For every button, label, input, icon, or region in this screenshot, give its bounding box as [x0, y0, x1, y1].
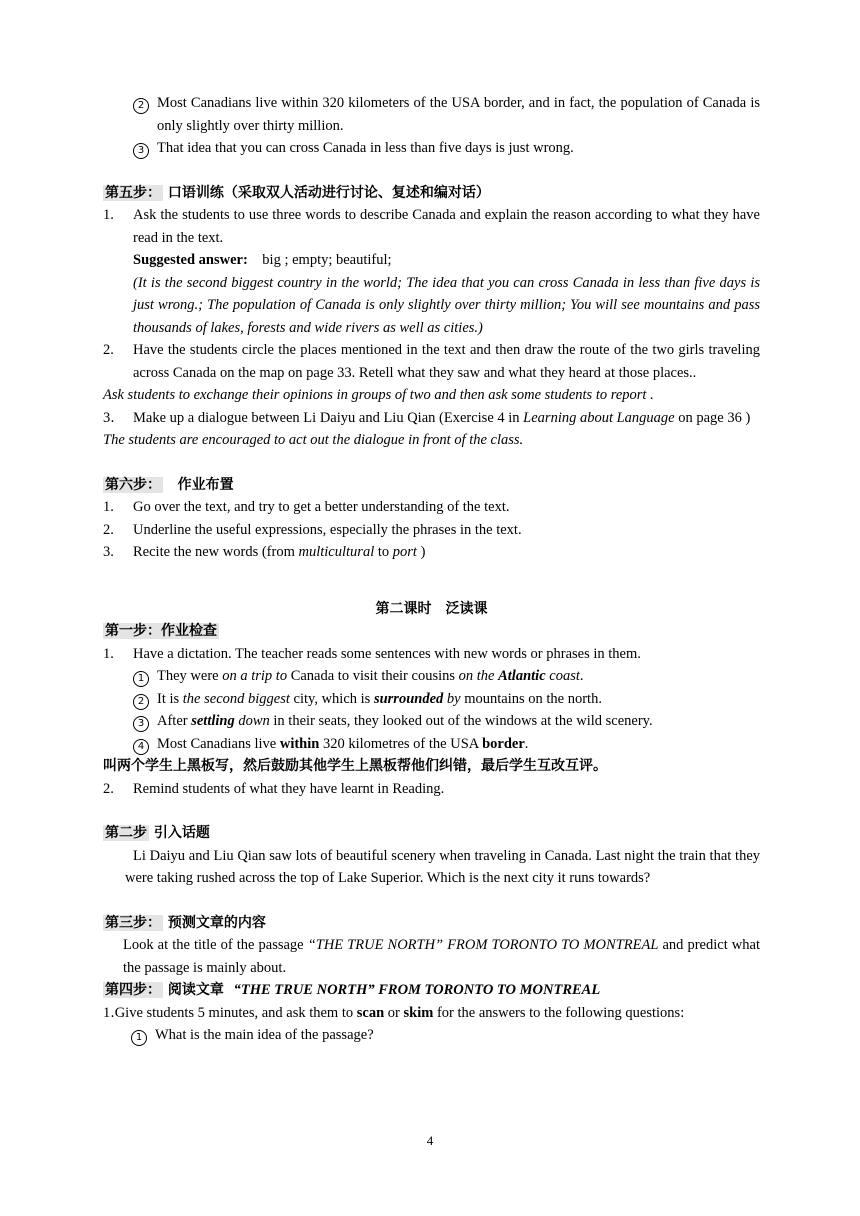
chinese-note: 叫两个学生上黑板写，然后鼓励其他学生上黑板帮他们纠错，最后学生互改互评。	[103, 758, 607, 774]
step3-heading: 第三步： 预测文章的内容	[105, 914, 266, 931]
step6-heading	[103, 474, 760, 497]
page-number: 4	[426, 1133, 434, 1148]
list-item: 2. Remind students of what they have learnt in Reading.	[103, 780, 445, 797]
step-title: 作业布置	[177, 476, 234, 493]
list-item: 1. Ask the students to use three words to describe Canada and explain the reason according to what they have read in the text.	[103, 204, 760, 249]
list-item-text: That idea that you can cross Canada in less than five days is just wrong.	[157, 140, 574, 156]
step-title: 口语训练（采取双人活动进行讨论、复述和编对话）	[167, 184, 490, 201]
reasons: (It is the second biggest country in the world; The idea that you can cross Canada in less than five days is just wrong.; The population of Canada is only slightly over thirty million; You will see mountains and pass thousands of lakes, forests and wide rivers as well as cities.)	[133, 274, 760, 336]
list-item: 3. Recite the new words (from multicultural to port )	[103, 544, 426, 560]
circled-number-2: 2	[133, 98, 149, 114]
dictation-item: 2 It is the second biggest city, which is surrounded by mountains on the north.	[103, 688, 760, 711]
circled-number-4: 4	[133, 739, 149, 755]
circled-number-3: 3	[133, 143, 149, 159]
intro-paragraph: Li Daiyu and Liu Qian saw lots of beautiful scenery when traveling in Canada. Last night the train that they were taking rushed across the top of Lake Superior. Which is the next city it runs towards?	[125, 847, 760, 886]
dictation-item: 1 They were on a trip to Canada to visit their cousins on the Atlantic coast.	[103, 665, 760, 688]
list-item-text: Ask the students to use three words to describe Canada and explain the reason according to what they have read in the text.	[133, 207, 760, 246]
teacher-note: Ask students to exchange their opinions in groups of two and then ask some students to report .	[103, 387, 654, 403]
list-item-text: Make up a dialogue between Li Daiyu and Liu Qian (Exercise 4 in Learning about Language on page 36 )	[133, 409, 751, 426]
dictation-item: 3 After settling down in their seats, they looked out of the windows at the wild scenery.	[103, 710, 760, 733]
step5-heading	[103, 182, 760, 205]
predict-paragraph: Look at the title of the passage “THE TRUE NORTH” FROM TORONTO TO MONTREAL and predict what the passage is mainly about.	[123, 937, 760, 976]
step4-heading: 第四步： 阅读文章 “THE TRUE NORTH” FROM TORONTO TO MONTREAL	[105, 982, 601, 998]
dictation-item: 4 Most Canadians live within 320 kilometres of the USA border.	[103, 733, 760, 756]
list-item	[103, 137, 760, 160]
lesson-title: 第二课时 泛读课	[375, 600, 488, 617]
step-label: 第六步：	[105, 476, 161, 493]
step-label: 第五步：	[105, 184, 161, 201]
list-item	[103, 92, 760, 137]
list-item: 1. Go over the text, and try to get a better understanding of the text.	[103, 499, 510, 515]
teacher-note: The students are encouraged to act out the dialogue in front of the class.	[103, 432, 524, 448]
circled-number-1: 1	[133, 671, 149, 687]
circled-number-2: 2	[133, 694, 149, 710]
circled-number-3: 3	[133, 716, 149, 732]
suggested-value: big ; empty; beautiful;	[262, 252, 392, 268]
list-item: 3. Make up a dialogue between Li Daiyu and Liu Qian (Exercise 4 in Learning about Language on page 36 )	[103, 407, 760, 430]
step1-heading: 第一步：作业检查	[105, 623, 217, 639]
document-page	[103, 92, 760, 1047]
list-item: 1. Have a dictation. The teacher reads some sentences with new words or phrases in them.	[103, 645, 641, 662]
list-item-text: Have the students circle the places mentioned in the text and then draw the route of the two girls traveling across Canada on the map on page 33. Retell what they saw and what they heard at those places..	[133, 342, 760, 381]
list-item: 2. Have the students circle the places mentioned in the text and then draw the route of the two girls traveling across Canada on the map on page 33. Retell what they saw and what they heard at those places..	[103, 339, 760, 384]
question-item: 1 What is the main idea of the passage?	[103, 1024, 760, 1047]
step2-heading: 第二步 引入话题	[105, 825, 210, 841]
list-item: 2. Underline the useful expressions, especially the phrases in the text.	[103, 521, 522, 538]
suggested-label: Suggested answer:	[133, 252, 248, 268]
suggested-answer	[103, 249, 760, 272]
list-item-text: Most Canadians live within 320 kilometers of the USA border, and in fact, the population of Canada is only slightly over thirty million.	[157, 95, 760, 134]
list-item: 1.Give students 5 minutes, and ask them to scan or skim for the answers to the following questions:	[103, 1004, 685, 1021]
circled-number-1: 1	[131, 1030, 147, 1046]
